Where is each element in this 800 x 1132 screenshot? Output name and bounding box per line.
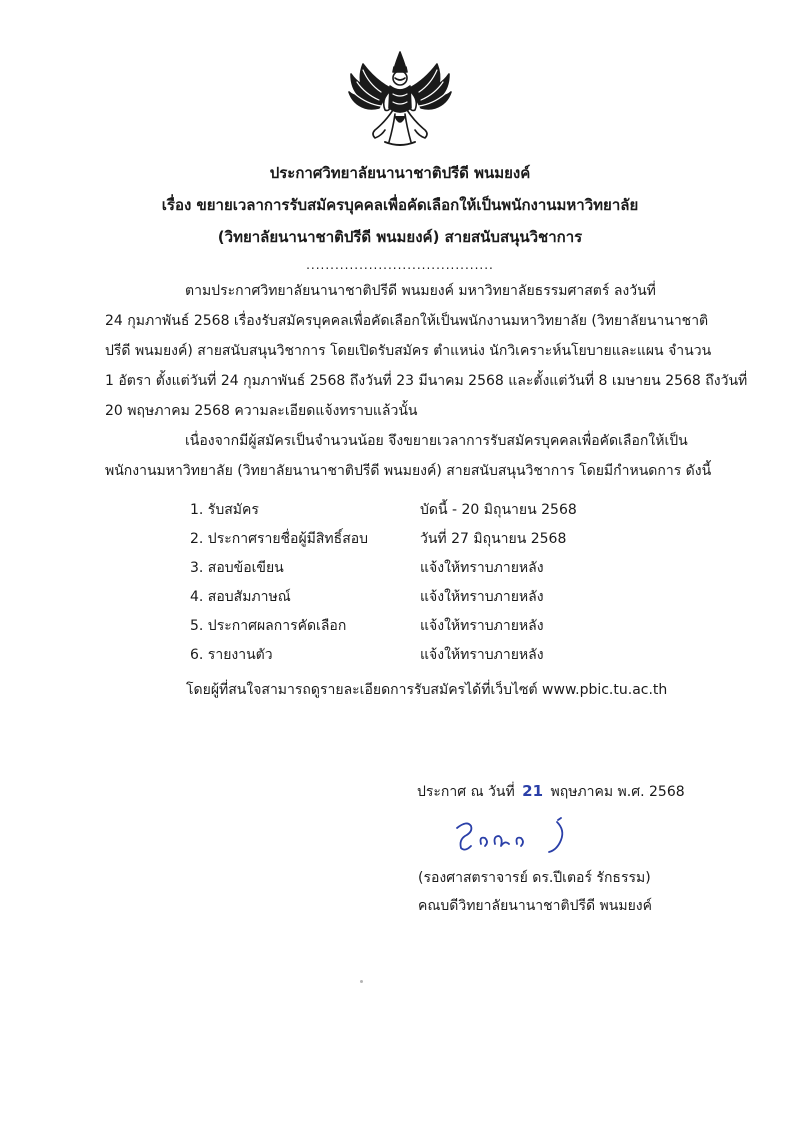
signer-title: คณบดีวิทยาลัยนานาชาติปรีดี พนมยงค์ (418, 898, 652, 914)
date-day-handwritten: 21 (522, 782, 544, 800)
schedule-row (190, 612, 670, 641)
schedule-date: แจ้งให้ทราบภายหลัง (420, 560, 544, 576)
paragraph-background (105, 276, 748, 426)
schedule-item: 3. สอบข้อเขียน (190, 560, 284, 576)
schedule-date: บัดนี้ - 20 มิถุนายน 2568 (420, 502, 577, 518)
schedule-row (190, 554, 670, 583)
paragraph-line: 1 อัตรา ตั้งแต่วันที่ 24 กุมภาพันธ์ 2568 ถึงวันที่ 23 มีนาคม 2568 และตั้งแต่วันที่ 8 เมษายน 2568 ถึงวันที่ (105, 373, 748, 389)
schedule-item: 5. ประกาศผลการคัดเลือก (190, 618, 347, 634)
schedule-item: 6. รายงานตัว (190, 647, 273, 663)
schedule-date: แจ้งให้ทราบภายหลัง (420, 647, 544, 663)
signer-name: (รองศาสตราจารย์ ดร.ปีเตอร์ รักธรรม) (418, 870, 651, 886)
schedule-date: แจ้งให้ทราบภายหลัง (420, 589, 544, 605)
schedule-list (190, 496, 670, 670)
announcement-subject: เรื่อง ขยายเวลาการรับสมัครบุคคลเพื่อคัดเลือกให้เป็นพนักงานมหาวิทยาลัย (161, 196, 639, 214)
paragraph-line: เนื่องจากมีผู้สมัครเป็นจำนวนน้อย จึงขยายเวลาการรับสมัครบุคคลเพื่อคัดเลือกให้เป็น (185, 433, 688, 449)
announcement-date (417, 777, 685, 806)
announcement-title: ประกาศวิทยาลัยนานาชาติปรีดี พนมยงค์ (269, 164, 531, 182)
date-suffix: พฤษภาคม พ.ศ. 2568 (550, 784, 685, 800)
schedule-item: 1. รับสมัคร (190, 502, 259, 518)
website-line: โดยผู้ที่สนใจสามารถดูรายละเอียดการรับสมัครได้ที่เว็บไซต์ www.pbic.tu.ac.th (186, 682, 668, 698)
title-divider: ....................................... (306, 258, 494, 272)
schedule-item: 4. สอบสัมภาษณ์ (190, 589, 291, 605)
signature-icon (445, 810, 595, 860)
paragraph-line: ปรีดี พนมยงค์) สายสนับสนุนวิชาการ โดยเปิดรับสมัคร ตำแหน่ง นักวิเคราะห์นโยบายและแผน จำนวน (105, 343, 712, 359)
date-prefix: ประกาศ ณ วันที่ (417, 784, 515, 800)
announcement-subject-continued: (วิทยาลัยนานาชาติปรีดี พนมยงค์) สายสนับสนุนวิชาการ (217, 228, 583, 246)
paper-speck (360, 980, 363, 983)
schedule-item: 2. ประกาศรายชื่อผู้มีสิทธิ์สอบ (190, 531, 369, 547)
paragraph-line: พนักงานมหาวิทยาลัย (วิทยาลัยนานาชาติปรีดี พนมยงค์) สายสนับสนุนวิชาการ โดยมีกำหนดการ ดังนี้ (105, 463, 712, 479)
schedule-row (190, 583, 670, 612)
garuda-emblem-icon (345, 50, 455, 150)
schedule-row (190, 496, 670, 525)
paragraph-line: 24 กุมภาพันธ์ 2568 เรื่องรับสมัครบุคคลเพื่อคัดเลือกให้เป็นพนักงานมหาวิทยาลัย (วิทยาลัยนานาชาติ (105, 313, 709, 329)
schedule-row (190, 641, 670, 670)
schedule-row (190, 525, 670, 554)
paragraph-line: 20 พฤษภาคม 2568 ความละเอียดแจ้งทราบแล้วนั้น (105, 403, 418, 419)
paragraph-line: ตามประกาศวิทยาลัยนานาชาติปรีดี พนมยงค์ มหาวิทยาลัยธรรมศาสตร์ ลงวันที่ (185, 283, 656, 299)
schedule-date: แจ้งให้ทราบภายหลัง (420, 618, 544, 634)
paragraph-extension (105, 426, 712, 486)
schedule-date: วันที่ 27 มิถุนายน 2568 (420, 531, 567, 547)
